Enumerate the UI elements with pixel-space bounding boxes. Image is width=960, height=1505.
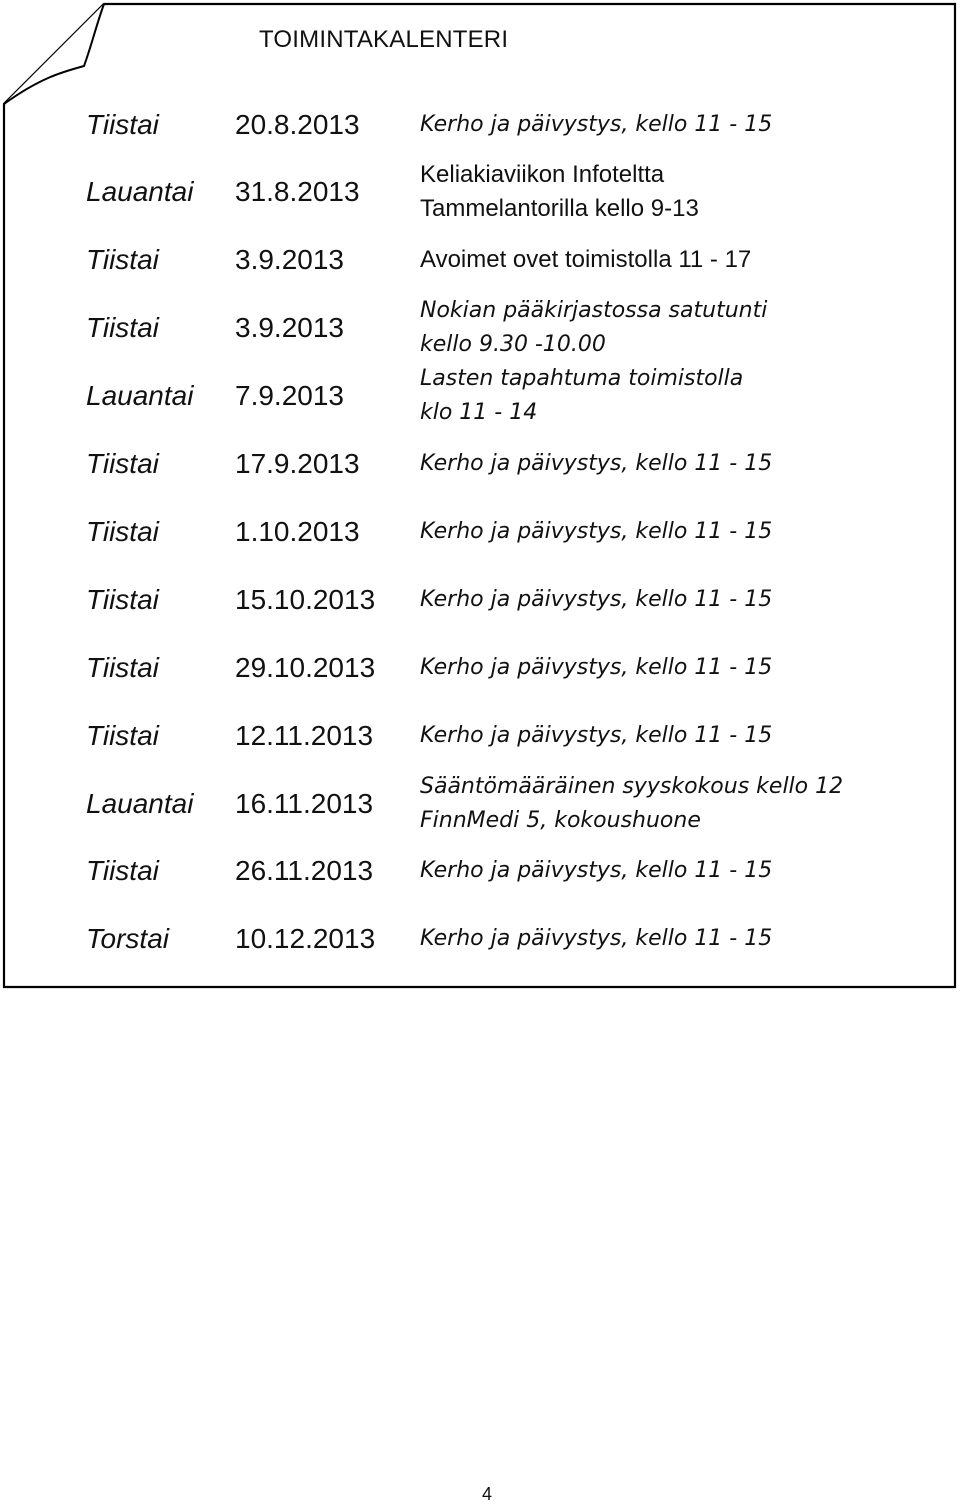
event-description-line: Avoimet ovet toimistolla 11 - 17: [420, 246, 752, 273]
event-description-line: Kerho ja päivystys, kello 11 - 15: [420, 926, 773, 951]
event-description-line: Sääntömääräinen syyskokous kello 12: [420, 774, 844, 799]
event-description: [420, 583, 772, 617]
event-row: [0, 652, 960, 683]
event-description: [420, 108, 772, 142]
event-description-line: Keliakiaviikon Infoteltta: [420, 161, 665, 188]
event-description-line: Kerho ja päivystys, kello 11 - 15: [420, 655, 773, 680]
event-description-line: Kerho ja päivystys, kello 11 - 15: [420, 112, 773, 137]
event-description-line: Kerho ja päivystys, kello 11 - 15: [420, 519, 773, 544]
event-date: 16.11.2013: [235, 788, 374, 819]
event-day: Tiistai: [86, 720, 159, 751]
event-day: Tiistai: [86, 584, 159, 615]
event-date: 10.12.2013: [235, 923, 376, 954]
event-description: [420, 854, 772, 888]
event-row: [0, 516, 960, 547]
event-date: 3.9.2013: [235, 312, 344, 343]
event-description: [420, 447, 772, 481]
event-row: [0, 109, 960, 140]
event-description: [420, 515, 772, 549]
page-title: TOIMINTAKALENTERI: [259, 26, 509, 53]
event-row: [0, 774, 960, 833]
event-description: [420, 158, 699, 226]
event-date: 1.10.2013: [235, 516, 360, 547]
event-row: [0, 923, 960, 954]
event-description-line: kello 9.30 -10.00: [420, 332, 606, 357]
event-description: [420, 243, 751, 277]
event-description-line: Kerho ja päivystys, kello 11 - 15: [420, 451, 773, 476]
event-description-line: FinnMedi 5, kokoushuone: [420, 808, 701, 833]
event-description-line: Kerho ja päivystys, kello 11 - 15: [420, 858, 773, 883]
event-row: [0, 584, 960, 615]
event-day: Torstai: [86, 923, 170, 954]
event-description: [420, 922, 772, 956]
event-date: 20.8.2013: [235, 109, 360, 140]
event-row: [0, 161, 960, 222]
event-day: Lauantai: [86, 788, 194, 819]
event-date: 12.11.2013: [235, 720, 374, 751]
event-date: 17.9.2013: [235, 448, 360, 479]
event-date: 3.9.2013: [235, 244, 344, 275]
event-description: [420, 362, 743, 430]
event-day: Tiistai: [86, 109, 159, 140]
event-day: Tiistai: [86, 855, 159, 886]
event-description-line: Lasten tapahtuma toimistolla: [420, 366, 744, 391]
event-date: 26.11.2013: [235, 855, 374, 886]
event-date: 15.10.2013: [235, 584, 376, 615]
event-description-line: Kerho ja päivystys, kello 11 - 15: [420, 723, 773, 748]
event-date: 7.9.2013: [235, 380, 344, 411]
event-description-line: klo 11 - 14: [420, 400, 538, 425]
event-row: [0, 855, 960, 886]
event-day: Tiistai: [86, 312, 159, 343]
event-row: [0, 244, 960, 275]
event-description: [420, 719, 772, 753]
event-day: Lauantai: [86, 380, 194, 411]
event-row: [0, 366, 960, 425]
event-description-line: Tammelantorilla kello 9-13: [420, 195, 699, 222]
event-row: [0, 298, 960, 357]
event-row: [0, 720, 960, 751]
event-description: [420, 770, 843, 838]
event-description: [420, 294, 767, 362]
event-description: [420, 651, 772, 685]
event-row: [0, 448, 960, 479]
event-day: Tiistai: [86, 652, 159, 683]
page-number: 4: [482, 1484, 493, 1504]
event-day: Lauantai: [86, 176, 194, 207]
event-day: Tiistai: [86, 516, 159, 547]
event-day: Tiistai: [86, 448, 159, 479]
event-description-line: Kerho ja päivystys, kello 11 - 15: [420, 587, 773, 612]
event-day: Tiistai: [86, 244, 159, 275]
event-description-line: Nokian pääkirjastossa satutunti: [420, 298, 768, 323]
event-date: 31.8.2013: [235, 176, 360, 207]
event-date: 29.10.2013: [235, 652, 376, 683]
